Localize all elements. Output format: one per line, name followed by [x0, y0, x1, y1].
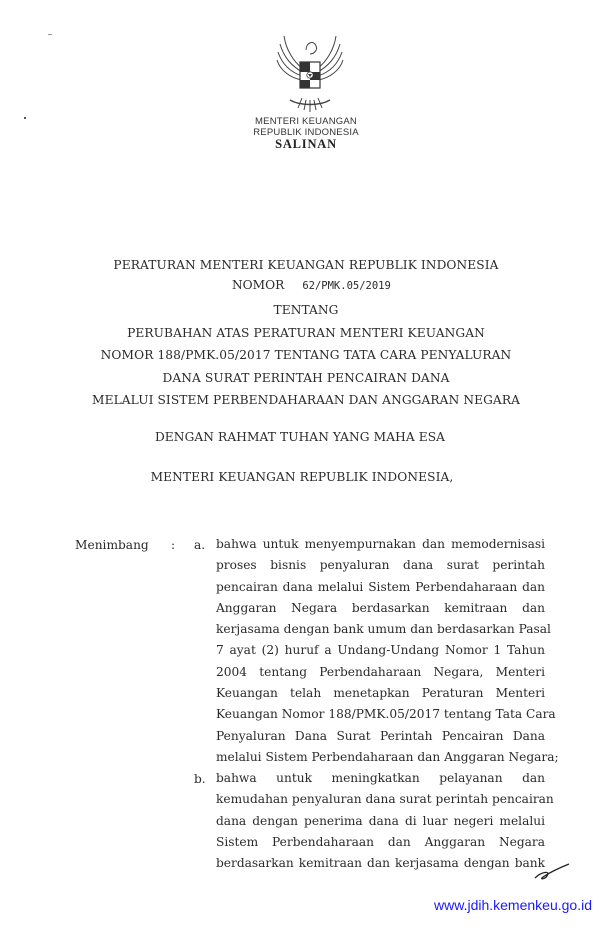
text-line: melalui Sistem Perbendaharaan dan Anggaran Negara; — [216, 749, 559, 764]
nomor-label: NOMOR — [232, 278, 285, 292]
subject-line-3: DANA SURAT PERINTAH PENCAIRAN DANA — [162, 371, 450, 385]
salinan-stamp: SALINAN — [275, 137, 337, 151]
text-line: bahwa untuk meningkatkan pelayanan dan — [216, 771, 545, 785]
garuda-emblem-icon — [272, 28, 348, 116]
text-line: pencairan dana melalui Sistem Perbendaharaan dan — [216, 579, 545, 594]
subject-line-4: MELALUI SISTEM PERBENDAHARAAN DAN ANGGARAN NEGARA — [92, 393, 520, 407]
text-line: Keuangan telah menetapkan Peraturan Menteri — [216, 686, 545, 701]
item-letter-a: a. — [194, 538, 206, 552]
text-line: Keuangan Nomor 188/PMK.05/2017 tentang Tata Cara — [216, 707, 556, 722]
subject-line-2: NOMOR 188/PMK.05/2017 TENTANG TATA CARA PENYALURAN — [100, 348, 512, 362]
text-line: Anggaran Negara berdasarkan kemitraan dan — [216, 600, 545, 615]
consideration-a — [216, 534, 559, 768]
text-line: 2004 tentang Perbendaharaan Negara, Menteri — [216, 664, 545, 679]
paraf-signature-icon — [533, 862, 571, 882]
text-line: berdasarkan kemitraan dan kerjasama dengan bank — [216, 856, 545, 871]
jdih-website-link[interactable]: www.jdih.kemenkeu.go.id — [434, 897, 592, 913]
text-line: Penyaluran Dana Surat Perintah Pencairan Dana — [216, 728, 545, 743]
nomor-value: 62/PMK.05/2019 — [302, 280, 391, 292]
text-line: 7 ayat (2) huruf a Undang-Undang Nomor 1 Tahun — [216, 643, 545, 658]
text-line: Sistem Perbendaharaan dan Anggaran Negara — [216, 834, 545, 849]
regulation-title: PERATURAN MENTERI KEUANGAN REPUBLIK INDONESIA — [113, 258, 499, 272]
section-colon: : — [171, 538, 176, 552]
text-line: proses bisnis penyaluran dana surat perintah — [216, 558, 545, 573]
text-line: kemudahan penyaluran dana surat perintah pencairan — [216, 792, 554, 807]
scan-speck — [48, 34, 52, 35]
tentang-label: TENTANG — [273, 303, 339, 317]
institution-name-line2: REPUBLIK INDONESIA — [253, 127, 359, 138]
preamble: DENGAN RAHMAT TUHAN YANG MAHA ESA — [154, 430, 446, 444]
text-line: kerjasama dengan bank umum dan berdasarkan Pasal — [216, 622, 551, 637]
text-line: bahwa untuk menyempurnakan dan memodernisasi — [216, 537, 545, 551]
section-label-menimbang: Menimbang — [75, 538, 149, 552]
consideration-b — [216, 768, 554, 874]
institution-name-line1: MENTERI KEUANGAN — [255, 116, 357, 127]
item-letter-b: b. — [194, 772, 206, 786]
subject-line-1: PERUBAHAN ATAS PERATURAN MENTERI KEUANGAN — [127, 326, 485, 340]
issuer: MENTERI KEUANGAN REPUBLIK INDONESIA, — [150, 470, 454, 484]
text-line: dana dengan penerima dana di luar negeri melalui — [216, 813, 545, 828]
regulation-number — [232, 278, 391, 292]
